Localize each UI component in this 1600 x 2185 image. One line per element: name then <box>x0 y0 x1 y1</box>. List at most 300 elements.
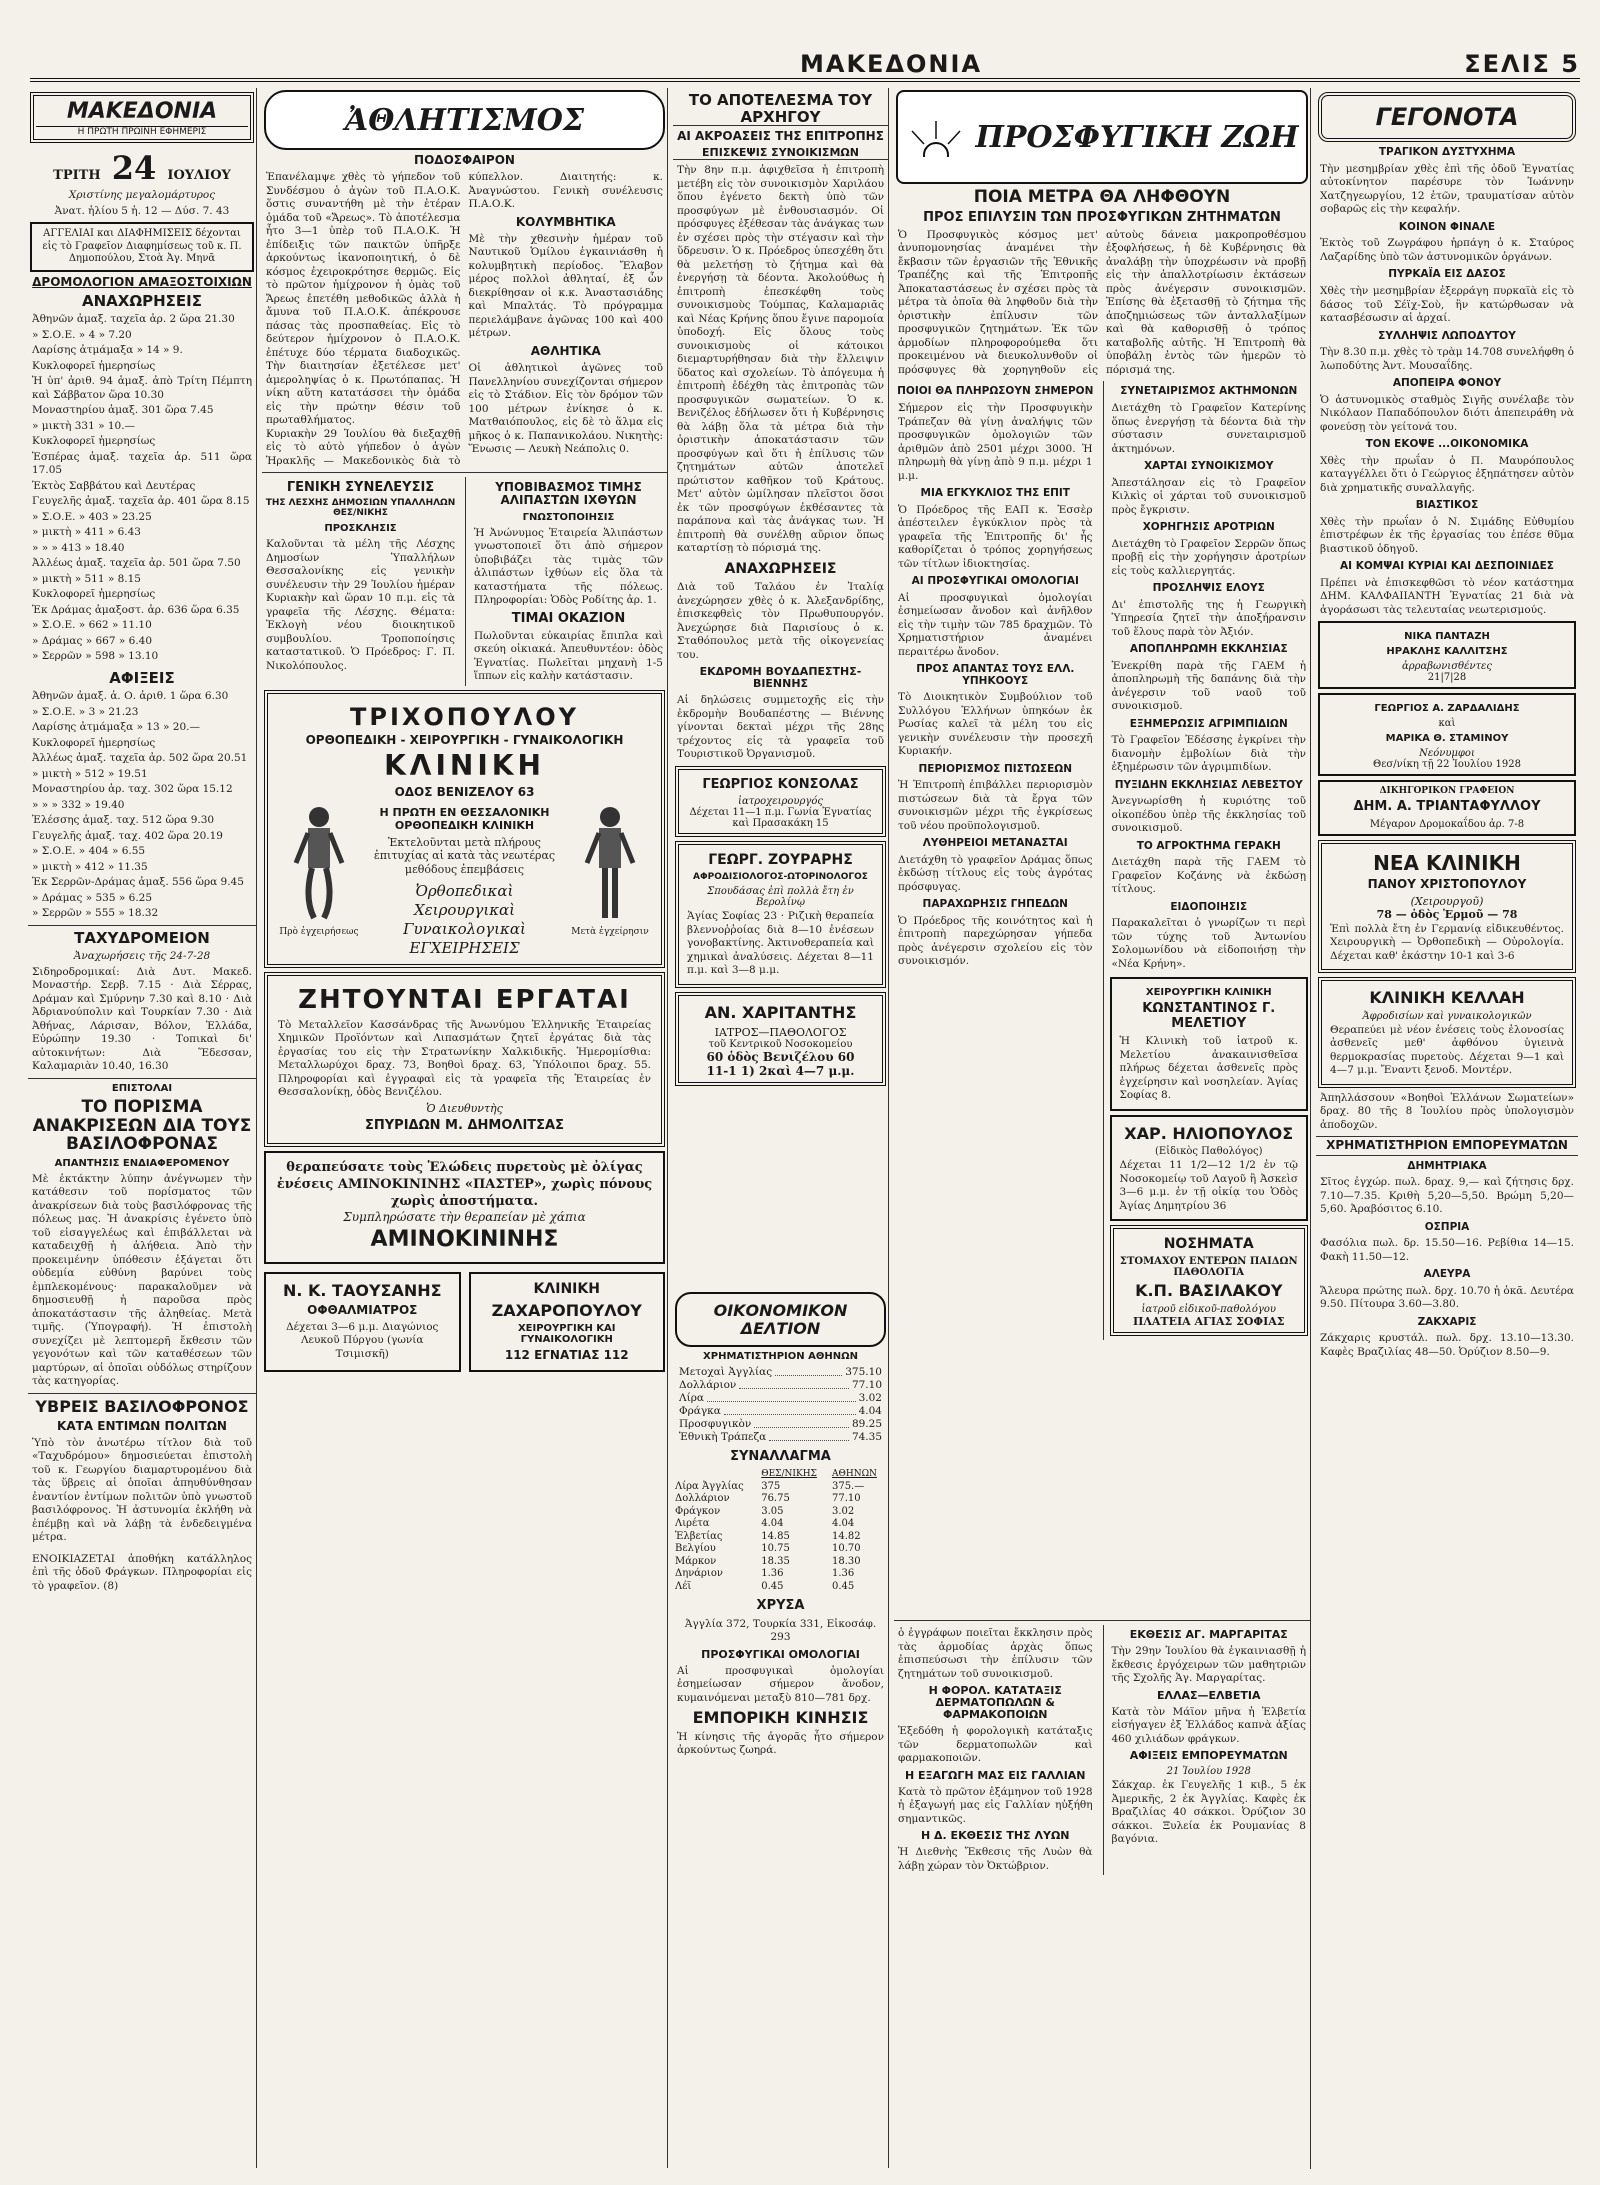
stock-heading: ΧΡΗΜΑΤΙΣΤΗΡΙΟΝ ΑΘΗΝΩΝ <box>703 1351 858 1363</box>
stock-value: 4.04 <box>858 1405 882 1418</box>
stock-row <box>679 1431 882 1444</box>
letter-heading: ΤΟ ΠΟΡΙΣΜΑ ΑΝΑΚΡΙΣΕΩΝ ΔΙΑ ΤΟΥΣ ΒΑΣΙΛΟΦΡΟΝΑΣ <box>32 1096 252 1155</box>
rent-notice: ΕΝΟΙΚΙΑΖΕΤΑΙ ἀποθήκη κατάλληλος ἐπὶ τῆς ὁδοῦ Φράγκων. Πληροφορίαι εἰς τὸ γραφεῖον. (8) <box>32 1552 252 1592</box>
column-2 <box>262 88 668 2168</box>
fx-currency: Βελγίου <box>675 1543 716 1555</box>
event-heading: ΒΙΑΣΤΙΚΟΣ <box>1415 499 1479 512</box>
nameplate-title: ΜΑΚΕΔΟΝΙΑ <box>66 99 218 124</box>
fish-body: Ἡ Ἀνώνυμος Ἑταιρεία Ἁλιπάστων γνωστοποιεῖ ὅτι ἀπὸ σήμερον ὑποβιβάζει τὰς τιμὰς τῶν ἁλιπάστων ἰχθύων εἰς ὅλα τὰ καταστήματα τῆς πόλεως. Πληροφορίαι: Ὁδὸς Ροδίτης ἀρ. 1. <box>474 526 663 607</box>
clinic-name: ΤΡΙΧΟΠΟΥΛΟΥ <box>349 702 580 731</box>
departure-line: Γευγελῆς ἀμαξ. ταχεῖα ἀρ. 401 ὥρα 8.15 <box>32 495 250 508</box>
departure-line: Ἡ ὑπ' ἀριθ. 94 ἁμαξ. ἀπὸ Τρίτη Πέμπτη καὶ Σάββατον ὥρα 10.30 <box>32 375 252 401</box>
nameplate-sub: Η ΠΡΩΤΗ ΠΡΩΪΝΗ ΕΦΗΜΕΡΙΣ <box>36 126 248 137</box>
gold-body: Ἀγγλία 372, Τουρκία 331, Εἰκοσάφ. 293 <box>684 1617 877 1644</box>
market-item-body: Σῖτος ἐγχώρ. πωλ. δραχ. 9,— καὶ ζήτησις δρχ. 7.10—7.35. Κριθὴ 5,20—5,50. Βρώμη 5,20—5,60. Ἀραβόσιτος 6.10. <box>1320 1176 1574 1216</box>
new-clinic-address: 78 — ὁδὸς Ἑρμοῦ — 78 <box>1376 907 1518 921</box>
zourarhs-name: ΓΕΩΡΓ. ΖΟΥΡΑΡΗΣ <box>708 852 853 869</box>
event-heading: ΚΟΙΝΟΝ ΦΙΝΑΛΕ <box>1398 220 1496 233</box>
refugee-brief-heading: ΠΟΙΟΙ ΘΑ ΠΛΗΡΩΣΟΥΝ ΣΗΜΕΡΟΝ <box>897 385 1094 398</box>
iliopoulos-spec: (Εἰδικὸς Παθολόγος) <box>1155 1146 1263 1158</box>
fx-row <box>673 1581 888 1594</box>
arrival-line: Ἑλέσσης ἀμαξ. ταχ. 512 ὥρα 9.30 <box>32 814 215 827</box>
football-article <box>266 171 663 468</box>
excursion-body: Αἱ δηλώσεις συμμετοχῆς εἰς τὴν ἐκδρομὴν Βουδαπέστης — Βιέννης γίνονται δεκταὶ μέχρι τῆς 28ης τρέχοντος εἰς τὰ γραφεῖα τοῦ Τουριστικοῦ Ὀργανισμοῦ. <box>677 694 884 761</box>
kellah-spec: Ἀφροδισίων καὶ γυναικολογικῶν <box>1362 1010 1532 1022</box>
leader-body: Τὴν 8ην π.μ. ἀφιχθεῖσα ἡ ἐπιτροπὴ μετέβη εἰς τὸν συνοικισμὸν Χαριλάου ὅπου ἐγένετο δεκτὴ ὑπὸ τῶν προσφύγων μὲ ἐνθουσιασμόν. Οἱ πρόσφυγες ἐξέθεσαν τὰς ἀνάγκας των ἐν σχέσει πρὸς τὴν στέγασιν καὶ τὴν ὕδρευσιν. Ὁ κ. Πρόεδρος ὑπεσχέθη ὅτι θὰ μελετήσῃ τὸ ζήτημα καὶ θὰ ἐνεργήσῃ τὰ δέοντα. Ἀκολούθως ἡ ἐπιτροπὴ ἐπεσκέφθη τοὺς συνοικισμοὺς Τούμπας, Καλαμαριᾶς καὶ Νέας Κρήνης ὅπου ἔγινε παρομοία ὑποδοχή. Εἰς ὅλους τοὺς συνοικισμοὺς οἱ κάτοικοι διεμαρτυρήθησαν διὰ τὴν ἔλλειψιν ὕδατος καὶ σχολείων. Τὸ ἀπόγευμα ἡ ἐπιτροπὴ ἐδέχθη τὰς ἐπιτροπὰς τῶν προσφυγικῶν σωματείων. Ὁ κ. Βενιζέλος ἐδήλωσεν ὅτι ἡ Κυβέρνησις θὰ λάβῃ ὅλα τὰ μέτρα διὰ τὴν ὁριστικὴν ἀποκατάστασιν τῶν προσφύγων καὶ ὅτι ἡ ἐπίλυσις τῶν ζητημάτων αὐτῶν ἀποτελεῖ πρώτιστον καθῆκον τοῦ Κράτους. Μετ' αὐτὸν ὡμίλησαν πλεῖστοι ὅσοι ἐκ τῶν προσφύγων ἐκθέσαντες τὰ παράπονα καὶ τὰς ἀνάγκας των. Ἡ ἐπιτροπὴ θὰ συνέλθῃ αὔριον ὅπως καταρτίσῃ τὸ πόρισμά της. <box>677 164 884 555</box>
column-5 <box>1316 88 1578 2168</box>
konsolas-hours: Δέχεται 11—1 π.μ. Γωνία Ἐγνατίας καὶ Πρασακάκη 15 <box>689 807 872 830</box>
clinic-ad <box>264 690 665 968</box>
workers-heading: ΖΗΤΟΥΝΤΑΙ ΕΡΓΑΤΑΙ <box>298 985 631 1016</box>
refugee-brief-body: Ἐνεκρίθη παρὰ τῆς ΓΑΕΜ ἡ ἀποπληρωμὴ τῆς δαπάνης διὰ τὴν ἀνέγερσιν τοῦ ναοῦ τοῦ συνοικισμοῦ. <box>1111 659 1306 713</box>
fx-row <box>673 1518 888 1531</box>
workers-ad <box>264 972 665 1147</box>
clinic-word: ΚΛΙΝΙΚΗ <box>384 749 545 783</box>
refugee-brief-body: Διετάχθη τὸ γραφεῖον Δράμας ὅπως ἐκδώσῃ τίτλους εἰς τοὺς ἀγρότας πρόσφυγας. <box>898 853 1093 893</box>
market-item-body: Ἄλευρα πρώτης πωλ. δρχ. 10.70 ἡ ὀκᾶ. Δευτέρα 9.50. Πίτουρα 3.60—3.80. <box>1320 1284 1574 1311</box>
fx-thess-value: 1.36 <box>761 1568 784 1580</box>
expo-heading: ΕΚΘΕΣΙΣ ΑΓ. ΜΑΡΓΑΡΙΤΑΣ <box>1129 1628 1288 1641</box>
fx-thess-value: 76.75 <box>761 1493 790 1505</box>
refugee-brief-heading: ΑΙ ΠΡΟΣΦΥΓΙΚΑΙ ΟΜΟΛΟΓΙΑΙ <box>911 575 1079 588</box>
charitantis-spec: ΙΑΤΡΟΣ—ΠΑΘΟΛΟΓΟΣ <box>714 1025 847 1039</box>
refugee-brief-heading: ΣΥΝΕΤΑΙΡΙΣΜΟΣ ΑΚΤΗΜΟΝΩΝ <box>1120 385 1298 398</box>
arrival-line: » Σερρῶν » 555 » 18.32 <box>32 907 159 920</box>
stock-row <box>679 1366 882 1379</box>
market-heading: ΧΡΗΜΑΤΙΣΤΗΡΙΟΝ ΕΜΠΟΡΕΥΜΑΤΩΝ <box>1316 1136 1578 1155</box>
hellas-heading: ΕΛΛΑΣ—ΕΛΒΕΤΙΑ <box>1156 1688 1261 1702</box>
refugee-main-heading: ΠΟΙΑ ΜΕΤΡΑ ΘΑ ΛΗΦΘΟΥΝ <box>973 187 1231 207</box>
column-4-lower <box>894 1620 1311 2169</box>
zourarhs-body: Ἁγίας Σοφίας 23 · Ριζικὴ θεραπεία βλεννοῤῥοίας διὰ 8—10 ἐνέσεων γονοβακτίνης. Ἀκτινοθεραπεία καὶ χημικαὶ ἀναλύσεις. Δέχεται 8—11 π.μ. καὶ 3—8 μ.μ. <box>687 910 874 977</box>
fx-table <box>673 1468 888 1593</box>
departures-heading: ΑΝΑΧΩΡΗΣΕΙΣ <box>82 291 202 310</box>
goods-arrivals-body: Σάκχαρ. ἐκ Γευγελῆς 1 κιβ., 5 ἐκ Ἀμερικῆς, 2 ἐκ Ἀγγλίας. Καφὲς ἐκ Βραζιλίας 40 σάκκοι. Ὀρύζιον 30 σάκκοι. Ξυλεία ἐκ Ρουμανίας 8 βαγόνια. <box>1111 1779 1306 1846</box>
departure-line: » Δράμας » 667 » 6.40 <box>32 634 153 647</box>
stock-name: Φράγκα <box>679 1405 721 1418</box>
event-body: Τὴν μεσημβρίαν χθὲς ἐπὶ τῆς ὁδοῦ Ἐγνατίας αὐτοκίνητον παρέσυρε τὸν Ἰωάννην Χατζηγεωργίου, 12 ἐτῶν, τραυματίσαν αὐτὸν σοβαρῶς εἰς τὴν κεφαλήν. <box>1320 162 1574 216</box>
wedding-name-1: ΓΕΩΡΓΙΟΣ Α. ΖΑΡΔΑΛΙΔΗΣ <box>1374 703 1520 715</box>
stock-name: Μετοχαὶ Ἀγγλίας <box>679 1366 773 1379</box>
fx-currency: Ἑλβετίας <box>675 1530 723 1542</box>
child-after-icon <box>575 803 645 923</box>
departure-line: Ἀλλέως ἀμαξ. ταχεῖα ἀρ. 501 ὥρα 7.50 <box>32 557 241 570</box>
stock-name: Δολλάριον <box>679 1379 737 1392</box>
economic-heading: ΟΙΚΟΝΟΜΙΚΟΝ ΔΕΛΤΙΟΝ <box>713 1301 848 1338</box>
rail-heading: ΔΡΟΜΟΛΟΓΙΟΝ ΑΜΑΞΟΣΤΟΙΧΙΩΝ <box>32 274 252 289</box>
export-heading: Η ΕΞΑΓΩΓΗ ΜΑΣ ΕΙΣ ΓΑΛΛΙΑΝ <box>904 1768 1086 1782</box>
departure-line: » μικτὴ » 411 » 6.43 <box>32 526 141 539</box>
fx-heading: ΣΥΝΑΛΛΑΓΜΑ <box>730 1449 831 1465</box>
stock-name: Λίρα <box>679 1392 704 1405</box>
iliopoulos-name: ΧΑΡ. ΗΛΙΟΠΟΥΛΟΣ <box>1124 1123 1294 1143</box>
lower-note: ὁ ἐγγράφων ποιεῖται ἔκκλησιν πρὸς τὰς ἁρμοδίας ἀρχὰς ὅπως ἐπισπεύσωσι τὴν ἐπίλυσιν τῶν ζητημάτων τοῦ συνοικισμοῦ. <box>898 1627 1093 1680</box>
meletiou-heading: ΧΕΙΡΟΥΡΓΙΚΗ ΚΛΙΝΙΚΗ <box>1145 987 1272 999</box>
event-body: Χθὲς τὴν πρωΐαν ὁ Ν. Σιμάδης Εὐθυμίου ἐπιστρέφων ἐκ τῆς ἐργασίας του ἐπέσε θῦμα βιαστικοῦ ὁδηγοῦ. <box>1320 515 1574 555</box>
fx-row <box>673 1531 888 1544</box>
lyon-heading: Η Δ. ΕΚΘΕΣΙΣ ΤΗΣ ΛΥΩΝ <box>921 1829 1070 1843</box>
leader-subheading-2: ΕΠΙΣΚΕΨΙΣ ΣΥΝΟΙΚΙΣΜΩΝ <box>673 147 888 160</box>
before-caption: Πρὸ ἐγχειρήσεως <box>279 927 359 938</box>
vasilakou-sub: ΣΤΟΜΑΧΟΥ ΕΝΤΕΡΩΝ ΠΑΙΔΩΝ ΠΑΘΟΛΟΓΙΑ <box>1119 1256 1298 1279</box>
fx-row <box>673 1568 888 1581</box>
refugee-brief-heading: ΠΡΟΣ ΑΠΑΝΤΑΣ ΤΟΥΣ ΕΛΛ. ΥΠΗΚΟΟΥΣ <box>916 663 1075 687</box>
departures-news-heading: ΑΝΑΧΩΡΗΣΕΙΣ <box>724 560 837 577</box>
refugee-brief-body: Δι' ἐπιστολῆς της ἡ Γεωργικὴ Ὑπηρεσία ζητεῖ τὴν ἀποξήρανσιν τοῦ ἕλους παρὰ τὸν Ἀξιόν. <box>1111 598 1306 638</box>
arrival-line: » » » 332 » 19.40 <box>32 798 125 811</box>
clinic-address: ΟΔΟΣ ΒΕΝΙΖΕΛΟΥ 63 <box>394 785 535 800</box>
letters-label: ΕΠΙΣΤΟΛΑΙ <box>111 1082 173 1094</box>
fx-currency: Λιρέτα <box>675 1518 710 1530</box>
fx-row <box>673 1493 888 1506</box>
refugee-main-body: Ὁ Προσφυγικὸς κόσμος μετ' ἀνυπομονησίας ἀναμένει τὴν ἔκβασιν τῶν ἐργασιῶν τῆς Ἐθνικῆς Τραπέζης καὶ τῆς Ἐπιτροπῆς Ἀποκαταστάσεως ἐν σχέσει πρὸς τὰ μέτρα τὰ ὁποῖα θὰ ληφθοῦν διὰ τὴν ὁριστικὴν ἐπίλυσιν τῶν προσφυγικῶν ζητημάτων. Ἐκ τῶν ἁρμοδίων πληροφορούμεθα ὅτι προκειμένου νὰ διευκολυνθοῦν οἱ πρόσφυγες θὰ χορηγηθοῦν εἰς αὐτοὺς δάνεια μακροπροθέσμου ἐξοφλήσεως, ἡ δὲ Κυβέρνησις θὰ ἀναλάβῃ τὴν ὑποχρέωσιν νὰ προβῇ εἰς τὴν ἀπαλλοτρίωσιν ἐκτάσεων πρὸς ἀνέγερσιν συνοικισμῶν. Ἐπίσης θὰ ἐξετασθῇ τὸ ζήτημα τῆς ἀποζημιώσεως τῶν ἀνταλλαξίμων καὶ θὰ καθορισθῇ ὁ τρόπος καταβολῆς αὐτῆς. Ἡ Ἐπιτροπὴ θὰ ὑποβάλῃ ἐντὸς τῶν ἡμερῶν τὸ πόρισμά της. <box>898 228 1306 376</box>
refugee-brief-body: Παρακαλεῖται ὁ γνωρίζων τι περὶ τῶν τύχης τοῦ Ἀντωνίου Σολομωνίδου νὰ εἰδοποιήσῃ τὴν «Νέα Κρήνη». <box>1111 917 1306 970</box>
refugee-brief-body: Ὁ Πρόεδρος τῆς ΕΑΠ κ. Ἐσσὲρ ἀπέστειλεν ἐγκύκλιον πρὸς τὰ γραφεῖα τῆς Ἐπιτροπῆς δι' ἧς καθορίζεται ὁ τρόπος χορηγήσεως τῶν τίτλων ἰδιοκτησίας. <box>898 503 1093 570</box>
event-heading: ΑΙ ΚΟΜΨΑΙ ΚΥΡΙΑΙ ΚΑΙ ΔΕΣΠΟΙΝΙΔΕΣ <box>1340 560 1554 573</box>
charitantis-address: 60 ὁδὸς Βενιζέλου 60 <box>706 1049 855 1064</box>
charitantis-sub: τοῦ Κεντρικοῦ Νοσοκομείου <box>708 1038 853 1050</box>
arrival-line: » μικτὴ » 512 » 19.51 <box>32 767 148 780</box>
fx-thess-value: 18.35 <box>761 1555 790 1567</box>
taousanis-spec: ΟΦΘΑΛΜΙΑΤΡΟΣ <box>307 1302 418 1317</box>
refugee-main-article <box>898 229 1306 378</box>
month: ΙΟΥΛΙΟΥ <box>167 168 231 184</box>
kellah-clinic-ad <box>1318 977 1576 1088</box>
letter-subheading: ΑΠΑΝΤΗΣΙΣ ΕΝΔΙΑΦΕΡΟΜΕΝΟΥ <box>54 1157 230 1169</box>
fx-athens-value: 77.10 <box>831 1493 861 1505</box>
market-list <box>1316 1161 1578 1360</box>
sun-times: Ἀνατ. ἡλίου 5 ἡ. 12 — Δύσ. 7. 43 <box>54 204 230 217</box>
taousanis-name: Ν. Κ. ΤΑΟΥΣΑΝΗΣ <box>282 1281 442 1301</box>
departure-line: Κυκλοφορεῖ ἡμερησίως <box>32 435 156 448</box>
refugee-brief-body: Ἡ Ἐπιτροπὴ ἐπιβάλλει περιορισμὸν πιστώσεων διὰ τὰ ἔργα τῶν συνοικισμῶν μέχρι τῆς ἐγκρίσεως τοῦ νέου προϋπολογισμοῦ. <box>898 779 1093 832</box>
refugee-main-subheading: ΠΡΟΣ ΕΠΙΛΥΣΙΝ ΤΩΝ ΠΡΟΣΦΥΓΙΚΩΝ ΖΗΤΗΜΑΤΩΝ <box>923 209 1281 225</box>
fx-row <box>673 1506 888 1519</box>
fx-thess-value: 10.75 <box>761 1543 790 1555</box>
insult-subheading: ΚΑΤΑ ΕΝΤΙΜΩΝ ΠΟΛΙΤΩΝ <box>57 1418 227 1433</box>
charitantis-ad <box>675 992 886 1086</box>
events-banner <box>1318 92 1576 142</box>
engagement-sub: ἀρραβωνισθέντες <box>1402 661 1492 673</box>
departures-news-body: Διὰ τοῦ Ταλάου ἐν Ἰταλίᾳ ἀνεχώρησεν χθὲς ὁ κ. Ἀλεξανδρίδης, ἐπισκεφθεὶς τὸν Πρωθυπουργόν. Ἀνεχώρησε διὰ Παρισίους ὁ κ. Σταθόπουλος μετὰ τῆς οἰκογενείας του. <box>677 581 884 661</box>
insult-body: Ὑπὸ τὸν ἀνωτέρω τίτλον διὰ τοῦ «Ταχυδρόμου» δημοσιεύεται ἐπιστολὴ τοῦ κ. Γεωργίου διαμαρτυρομένου διὰ τὰς ὕβρεις αἱ ὁποῖαι ἀπηυθύνθησαν ἐναντίον ἐντίμων πολιτῶν ὑπὸ γνωστοῦ βασιλόφρονος. Ἡ ἀστυνομία ἐκλήθη νὰ ἐπέμβῃ καὶ νὰ λάβῃ τὰ ἐνδεδειγμένα μέτρα. <box>32 1436 252 1544</box>
nameplate <box>30 92 254 143</box>
refugee-brief-body: Ὁ Πρόεδρος τῆς κοινότητος καὶ ἡ ἐπιτροπὴ παρεχώρησαν γήπεδα πρὸς ἀνέγερσιν σχολείου εἰς τὸν συνοικισμόν. <box>898 914 1093 968</box>
stock-value: 74.35 <box>851 1431 882 1444</box>
refugee-briefs-left <box>894 381 1097 1340</box>
assembly-subheading: ΤΗΣ ΛΕΣΧΗΣ ΔΗΜΟΣΙΩΝ ΥΠΑΛΛΗΛΩΝ ΘΕΣ/ΝΙΚΗΣ <box>265 498 456 519</box>
gold-heading: ΧΡΥΣΑ <box>756 1598 805 1614</box>
refugee-briefs-right <box>1103 381 1311 1340</box>
lyon-body: Ἡ Διεθνὴς Ἔκθεσις τῆς Λυὼν θὰ λάβῃ χώραν τὸν Ὀκτώβριον. <box>898 1846 1093 1872</box>
clinic-surgeries: Ὀρθοπεδικαὶ Χειρουργικαὶ Γυναικολογικαὶ ΕΓΧΕΙΡΗΣΕΙΣ <box>403 882 526 958</box>
event-body: Χθὲς τὴν μεσημβρίαν ἐξερράγη πυρκαϊὰ εἰς τὸ δάσος τοῦ Σέϊχ-Σοὺ, ἣν κατώρθωσαν νὰ κατασβέσωσιν αἱ ἀρχαί. <box>1320 285 1574 325</box>
insult-heading: ΥΒΡΕΙΣ ΒΑΣΙΛΟΦΡΟΝΟΣ <box>35 1396 249 1416</box>
departure-line: Ἐκ Δράμας ἀμαξοστ. ἀρ. 636 ὥρα 6.35 <box>32 603 240 616</box>
post-subheading: Ἀναχωρήσεις τῆς 24-7-28 <box>73 950 211 963</box>
meletiou-body: Ἡ Κλινικὴ τοῦ ἰατροῦ κ. Μελετίου ἀνακαινισθεῖσα πλήρως δέχεται ἀσθενεῖς πρὸς ἐγχείρησιν καὶ νοσηλείαν. Ἁγίας Σοφίας 8. <box>1119 1035 1298 1101</box>
refugee-briefs <box>894 381 1310 1340</box>
fx-athens-value: 0.45 <box>831 1580 855 1592</box>
kellah-heading: ΚΛΙΝΙΚΗ ΚΕΛΛΑΗ <box>1369 988 1525 1008</box>
athletics-heading: ΑΘΛΗΤΙΚΑ <box>530 343 601 358</box>
market-item-body: Φασόλια πωλ. δρ. 15.50—16. Ρεβίθια 14—15. Φακὴ 11.50—12. <box>1320 1237 1574 1263</box>
fx-currency: Φράγκον <box>675 1505 721 1517</box>
assembly-label: ΠΡΟΣΚΛΗΣΙΣ <box>324 523 397 535</box>
stock-row <box>679 1379 882 1392</box>
refugee-brief-body: Διετάχθη τὸ Γραφεῖον Κατερίνης ὅπως ἐνεργήσῃ τὰ δέοντα διὰ τὴν σύστασιν συνεταιρισμοῦ ἀκτημόνων. <box>1111 402 1306 455</box>
bottom-note: Ἀπηλλάσσουν «Βοηθοὶ Ἐλλάνων Σωματείων» δραχ. 80 τῆς 8 Ἰουλίου πρὸς ὑπολογισμὸν ἀποδοχῶν. <box>1320 1091 1574 1131</box>
refugee-brief-heading: ΕΞΗΜΕΡΩΣΙΣ ΑΓΡΙΜΠΙΔΙΩΝ <box>1129 717 1288 730</box>
price-heading: ΤΙΜΑΙ ΟΚΑΖΙΟΝ <box>511 610 626 626</box>
zourarhs-sub: Σπουδάσας ἐπὶ πολλὰ ἔτη ἐν Βερολίνῳ <box>707 886 854 909</box>
departure-line: Ἀθηνῶν ἀμαξ. ταχεῖα ἀρ. 2 ὥρα 21.30 <box>32 313 235 326</box>
economic-banner <box>675 1292 886 1347</box>
konsolas-ad <box>675 766 886 837</box>
taousanis-ad <box>264 1272 461 1372</box>
zourarhs-ad <box>675 841 886 988</box>
export-body: Κατὰ τὸ πρῶτον ἑξάμηνον τοῦ 1928 ἡ ἐξαγωγή μας εἰς Γαλλίαν ηὐξήθη σημαντικῶς. <box>898 1785 1093 1825</box>
fx-thess-value: 4.04 <box>761 1518 784 1530</box>
refugee-brief-heading: ΠΑΡΑΧΩΡΗΣΙΣ ΓΗΠΕΔΩΝ <box>922 898 1068 911</box>
arrival-line: Ἀθηνῶν ἀμαξ. ἀ. Ο. ἀριθ. 1 ὥρα 6.30 <box>32 690 229 703</box>
clinic-first: Η ΠΡΩΤΗ ΕΝ ΘΕΣΣΑΛΟΝΙΚΗ ΟΡΘΟΠΕΔΙΚΗ ΚΛΙΝΙΚΗ <box>379 806 550 832</box>
fx-athens-value: 10.70 <box>831 1543 861 1555</box>
child-before-icon <box>284 803 354 923</box>
fx-currency: Μάρκον <box>675 1555 717 1567</box>
market-item-heading: ΟΣΠΡΙΑ <box>1424 1220 1470 1233</box>
leader-dots <box>775 1366 842 1376</box>
football-body-2: Κυριακὴν 29 Ἰουλίου θὰ διεξαχθῇ εἰς τὸ αὐτὸ γήπεδον ὁ ἀγὼν Ἡρακλῆς — Μακεδονικὸς διὰ τὸ κύπελλον. Διαιτητής: κ. Ἀναγνώστου. Γενικὴ συνέλευσις Π.Α.Ο.Κ. <box>266 171 663 467</box>
saint-day: Χριστίνης μεγαλομάρτυρος <box>68 189 216 202</box>
refugee-brief-heading: ΠΥΞΙΔΗΝ ΕΚΚΛΗΣΙΑΣ ΛΕΒΕΣΤΟΥ <box>1114 778 1303 791</box>
fx-row <box>673 1481 888 1494</box>
fx-athens-value: 18.30 <box>831 1555 861 1567</box>
wedding-notice <box>1318 693 1576 776</box>
event-body: Ὁ ἀστυνομικὸς σταθμὸς Σιγῆς συνέλαβε τὸν Νικόλαον Παπαδόπουλον διότι ἀπεπειράθη νὰ φονεύσῃ τὸν γείτονά του. <box>1320 393 1574 433</box>
vasilakou-address: ΠΛΑΤΕΙΑ ΑΓΙΑΣ ΣΟΦΙΑΣ <box>1132 1315 1285 1329</box>
new-clinic-name: ΠΑΝΟΥ ΧΡΙΣΤΟΠΟΥΛΟΥ <box>1367 876 1527 891</box>
refugee-brief-body: Διετάχθη παρὰ τῆς ΓΑΕΜ τὸ Γραφεῖον Κοζάνης νὰ ἐκδώσῃ τίτλους. <box>1111 856 1306 896</box>
zacharopoulou-ad <box>469 1272 666 1372</box>
refugee-banner-text: ΠΡΟΣΦΥΓΙΚΗ ΖΩΗ <box>975 119 1299 155</box>
fx-col-thess: ΘΕΣ/ΝΙΚΗΣ <box>761 1469 817 1480</box>
refugee-brief-heading: ΠΕΡΙΟΡΙΣΜΟΣ ΠΙΣΤΩΣΕΩΝ <box>918 762 1072 775</box>
new-clinic-ad <box>1318 840 1576 974</box>
kellah-body: Θεραπεύει μὲ νέον ἐνέσεις τοὺς ἐλονοσίας ἀσθενεῖς μεθ' ἀφθόνου ὑγιεινὰ θερμοκρασίας πυρετοὺς. Δέχεται 9—1 καὶ 4—7 μ.μ. Ἔναντι ξενοδ. Μοντέρν. <box>1330 1023 1564 1077</box>
stock-value: 77.10 <box>851 1379 882 1392</box>
new-clinic-spec: (Χειρουργοῦ) <box>1410 894 1484 908</box>
event-body: Χθὲς τὴν πρωΐαν ὁ Π. Μαυρόπουλος καταγγέλλει ὅτι ὁ Γεώργιος ἐξηπάτησεν αὐτὸν διὰ χρηματικῆς συναλλαγῆς. <box>1320 454 1574 494</box>
departure-line: Ἐκτὸς Σαββάτου καὶ Δευτέρας <box>32 479 196 492</box>
wedding-name-2: ΜΑΡΙΚΑ Θ. ΣΤΑΜΙΝΟΥ <box>1385 733 1509 745</box>
law-office-heading: ΔΙΚΗΓΟΡΙΚΟΝ ΓΡΑΦΕΙΟΝ <box>1379 786 1515 797</box>
page-number: ΣΕΛΙΣ 5 <box>1464 50 1580 78</box>
vasilakou-spec: ἰατροῦ εἰδικοῦ-παθολόγου <box>1141 1304 1276 1316</box>
refugee-brief-body: Τὸ Γραφεῖον Ἐδέσσης ἐγκρίνει τὴν διανομὴν ἐμβολίων διὰ τὴν ἐξημέρωσιν τῶν ἀγριμπιδίων. <box>1111 734 1306 774</box>
market-item-heading: ΔΗΜΗΤΡΙΑΚΑ <box>1407 1159 1487 1172</box>
stock-name: Προσφυγικὸν <box>679 1418 752 1431</box>
fx-athens-value: 1.36 <box>831 1568 855 1580</box>
departures-list <box>28 313 256 664</box>
fx-currency: Δηνάριον <box>675 1568 723 1580</box>
leader-heading: ΤΟ ΑΠΟΤΕΛΕΣΜΑ ΤΟΥ ΑΡΧΗΓΟΥ <box>673 92 888 126</box>
stock-row <box>679 1405 882 1418</box>
stock-row <box>679 1392 882 1405</box>
charitantis-name: ΑΝ. ΧΑΡΙΤΑΝΤΗΣ <box>704 1002 857 1022</box>
event-heading: ΤΟΝ ΕΚΟΨΕ ...ΟΙΚΟΝΟΜΙΚΑ <box>1365 438 1529 451</box>
refugee-brief-body: Ἀνεγνωρίσθη ἡ κυριότης τοῦ οἰκοπέδου ὑπὲρ τῆς ἐκκλησίας τοῦ συνοικισμοῦ. <box>1111 795 1306 835</box>
new-clinic-body: Ἐπὶ πολλὰ ἔτη ἐν Γερμανίᾳ εἰδικευθέντος. Χειρουργικὴ — Ὀρθοπεδικὴ — Οὐρολογία. Δέχεται καθ' ἑκάστην 10-1 καὶ 3-6 <box>1330 922 1564 962</box>
tax-heading: Η ΦΟΡΟΛ. ΚΑΤΑΤΑΞΙΣ ΔΕΡΜΑΤΟΠΩΛΩΝ & ΦΑΡΜΑΚΟΠΟΙΩΝ <box>928 1684 1062 1722</box>
arrival-line: » μικτὴ » 412 » 11.35 <box>32 860 148 873</box>
departure-line: » Σ.Ο.Ε. » 403 » 23.25 <box>32 510 152 523</box>
excursion-heading: ΕΚΔΡΟΜΗ ΒΟΥΔΑΠΕΣΤΗΣ-ΒΙΕΝΝΗΣ <box>699 665 862 691</box>
law-office-ad <box>1318 780 1576 835</box>
departure-line: Μοναστηρίου ἀμαξ. 301 ὥρα 7.45 <box>32 404 214 417</box>
arrival-line: Ἀλλέως ἀμαξ. ταχεῖα ἀρ. 502 ὥρα 20.51 <box>32 752 248 765</box>
departure-line: Κυκλοφορεῖ ἡμερησίως <box>32 588 156 601</box>
workers-sign-name: ΣΠΥΡΙΔΩΝ Μ. ΔΗΜΟΛΙΤΣΑΣ <box>365 1117 564 1133</box>
event-heading: ΠΥΡΚΑΪΑ ΕΙΣ ΔΑΣΟΣ <box>1388 268 1506 281</box>
engagement-notice <box>1318 621 1576 689</box>
zacharopoulou-name: ΖΑΧΑΡΟΠΟΥΛΟΥ <box>491 1300 642 1320</box>
leader-dots <box>754 1418 849 1428</box>
refugee-brief-body: Αἱ προσφυγικαὶ ὁμολογίαι ἐσημείωσαν ἄνοδον καὶ ἀνῆλθον εἰς τὴν τιμὴν τῶν 785 δραχμῶν. Τὸ Χρηματιστήριον ἀναμένει περαιτέρω ἄνοδον. <box>898 591 1093 658</box>
assembly-notice <box>262 477 459 686</box>
fx-currency: Δολλάριον <box>675 1493 730 1505</box>
refugee-brief-heading: ΧΟΡΗΓΗΣΙΣ ΑΡΟΤΡΙΩΝ <box>1142 521 1275 534</box>
tax-body: Ἐξεδόθη ἡ φορολογικὴ κατάταξις τῶν δερματοπωλῶν καὶ φαρμακοποιῶν. <box>898 1725 1093 1765</box>
event-heading: ΤΡΑΓΙΚΟΝ ΔΥΣΤΥΧΗΜΑ <box>1378 146 1516 159</box>
expo-body: Τὴν 29ην Ἰουλίου θὰ ἐγκαινιασθῇ ἡ ἔκθεσις ἐργόχειρων τῶν μαθητριῶν τῆς Σχολῆς Ἁγ. Μαργαρίτας. <box>1111 1645 1306 1685</box>
departure-line: » μικτὴ 331 » 10.— <box>32 419 136 432</box>
meletiou-ad <box>1110 977 1309 1110</box>
wedding-date: Θεσ/νίκη τῇ 22 Ἰουλίου 1928 <box>1373 759 1521 771</box>
swim-heading: ΚΟΛΥΜΒΗΤΙΚΑ <box>515 214 616 229</box>
zourarhs-spec: ΑΦΡΟΔΙΣΙΟΛΟΓΟΣ-ΩΤΟΡΙΝΟΛΟΓΟΣ <box>693 871 868 882</box>
charitantis-hours: 11-1 1) 2καὶ 4—7 μ.μ. <box>706 1063 855 1078</box>
market-item-body: Ζάκχαρις κρυστάλ. πωλ. δρχ. 13.10—13.30. Καφὲς Βραζιλίας 48—50. Ὀρύζιον 8.50—9. <box>1320 1332 1574 1358</box>
wedding-sub: Νεόνυμφοι <box>1419 748 1475 760</box>
arrivals-list <box>28 690 256 921</box>
stock-row <box>679 1418 882 1431</box>
column-1 <box>28 88 257 2168</box>
assembly-body: Καλοῦνται τὰ μέλη τῆς Λέσχης Δημοσίων Ὑπαλλήλων Θεσσαλονίκης εἰς γενικὴν συνέλευσιν τὴν 29 Ἰουλίου ἡμέραν Κυριακὴν καὶ ὥραν 10 π.μ. εἰς τὰ γραφεῖα τῆς Λέσχης. Θέματα: Ἐκλογὴ νέου διοικητικοῦ συμβουλίου. Τροποποίησις καταστατικοῦ. Ὁ Πρόεδρος: Γ. Π. Νικολόπουλος. <box>266 538 455 672</box>
notices-row <box>262 477 667 686</box>
zacharopoulou-word: ΚΛΙΝΙΚΗ <box>533 1281 600 1298</box>
fx-row <box>673 1543 888 1556</box>
workers-body: Τὸ Μεταλλεῖον Κασσάνδρας τῆς Ἀνωνύμου Ἑλληνικῆς Ἑταιρείας Χημικῶν Προϊόντων καὶ Λιπασμάτων ζητεῖ ἐργάτας διὰ τὰς ἐργασίας του εἰς τὴν Στρατωνίκην Χαλκιδικῆς. Ἡμερομίσθια: Μεταλλωρύχοι δραχ. 73, Βοηθοὶ δραχ. 63, Ὑπόλοιποι δραχ. 55. Πληροφορίαι καὶ ἐγγραφαὶ εἰς τὰ γραφεῖα τῆς Ἑταιρείας ἐν Θεσσαλονίκῃ, ὁδὸς Βενιζέλου. <box>278 1018 651 1099</box>
event-heading: ΣΥΛΛΗΨΙΣ ΛΩΠΟΔΥΤΟΥ <box>1378 329 1516 342</box>
leader-subheading: ΑΙ ΑΚΡΟΑΣΕΙΣ ΤΗΣ ΕΠΙΤΡΟΠΗΣ <box>677 129 884 143</box>
arrival-line: » Δράμας » 535 » 6.25 <box>32 891 153 904</box>
fish-heading: ΥΠΟΒΙΒΑΣΜΟΣ ΤΙΜΗΣ ΑΛΙΠΑΣΤΩΝ ΙΧΘΥΩΝ <box>495 480 642 508</box>
football-heading: ΠΟΔΟΣΦΑΙΡΟΝ <box>414 153 515 167</box>
post-heading: ΤΑΧΥΔΡΟΜΕΙΟΝ <box>74 928 210 947</box>
clinic-type: ΟΡΘΟΠΕΔΙΚΗ - ΧΕΙΡΟΥΡΓΙΚΗ - ΓΥΝΑΙΚΟΛΟΓΙΚΗ <box>305 733 624 748</box>
doctor-ads-row <box>262 1268 667 1376</box>
sports-banner <box>264 90 665 150</box>
fx-col-athens: ΑΘΗΝΩΝ <box>831 1469 877 1480</box>
bond-body: Αἱ προσφυγικαὶ ὁμολογίαι ἐσημείωσαν σήμερον ἄνοδον, κυμαινόμεναι μεταξὺ 810—781 δρχ. <box>677 1664 884 1704</box>
amino-ad <box>264 1151 665 1264</box>
after-caption: Μετὰ ἐγχείρησιν <box>571 927 649 938</box>
market-item-heading: ΑΛΕΥΡΑ <box>1423 1268 1471 1281</box>
iliopoulos-body: Δέχεται 11 1/2—12 1/2 ἐν τῷ Νοσοκομείῳ τοῦ Λαγοῦ ἢ Ἀσκεὶσ 3—6 μ.μ. ἐν τῇ οἰκίᾳ του Ὁδὸς Ἀγίας Δημητρίου 36 <box>1119 1159 1298 1212</box>
refugee-brief-body: Σήμερον εἰς τὴν Προσφυγικὴν Τράπεζαν θὰ γίνῃ ἀναλήψις τῶν προσφυγικῶν ὁμολογιῶν τῶν ἀριθμῶν ἀπὸ 2501 μέχρι 3000. Ἡ πληρωμὴ θὰ γίνῃ ἀπὸ 9 π.μ. μέχρι 1 μ.μ. <box>898 402 1093 482</box>
bond-heading: ΠΡΟΣΦΥΓΙΚΑΙ ΟΜΟΛΟΓΙΑΙ <box>701 1647 860 1661</box>
departure-line: » μικτὴ » 511 » 8.15 <box>32 572 141 585</box>
fx-athens-value: 3.02 <box>831 1505 855 1517</box>
sports-banner-text: ἈΘΛΗΤΙΣΜΟΣ <box>344 102 585 138</box>
fx-thess-value: 3.05 <box>761 1505 784 1517</box>
fish-label: ΓΝΩΣΤΟΠΟΙΗΣΙΣ <box>522 511 615 523</box>
ads-notice: ΑΓΓΕΛΙΑΙ και ΔΙΑΦΗΜΙΣΕΙΣ δέχονται εἰς τὸ Γραφεῖον Διαφημίσεως τοῦ κ. Π. Δημοπούλου, Στοὰ Ἀγ. Μηνᾶ <box>30 222 254 272</box>
trade-heading: ΕΜΠΟΡΙΚΗ ΚΙΝΗΣΙΣ <box>692 1708 869 1728</box>
stock-name: Ἑθνικὴ Τράπεζα <box>679 1431 767 1444</box>
leader-dots <box>707 1392 856 1402</box>
fx-thess-value: 0.45 <box>761 1580 784 1592</box>
refugee-brief-heading: ΠΡΟΣΛΗΨΙΣ ΕΛΟΥΣ <box>1152 582 1265 595</box>
new-clinic-heading: ΝΕΑ ΚΛΙΝΙΚΗ <box>1373 850 1521 875</box>
date-block <box>28 149 256 187</box>
fx-currency: Λέϊ <box>675 1580 692 1592</box>
amino-brand: ΑΜΙΝΟΚΙΝΙΝΗΣ <box>370 1227 559 1252</box>
departure-line: » Σερρῶν » 598 » 13.10 <box>32 650 159 663</box>
meletiou-name: ΚΩΝΣΤΑΝΤΙΝΟΣ Γ. ΜΕΛΕΤΙΟΥ <box>1142 1001 1276 1031</box>
iliopoulos-ad <box>1110 1115 1309 1222</box>
stock-value: 375.10 <box>845 1366 882 1379</box>
event-body: Ἐκτὸς τοῦ Ζωγράφου ἠρπάγη ὁ κ. Σταύρος Λαζαρίδης ὑπὸ τῶν ἀστυνομικῶν ὀργάνων. <box>1320 237 1574 263</box>
arrival-line: Γευγελῆς ἀμαξ. ταχ. 402 ὥρα 20.19 <box>32 829 223 842</box>
arrival-line: Κυκλοφορεῖ ἡμερησίως <box>32 736 156 749</box>
arrival-line: Μοναστηρίου ἀρ. ταχ. 302 ὥρα 15.12 <box>32 783 233 796</box>
departure-line: » » » 413 » 18.40 <box>32 541 125 554</box>
swim-body: Μὲ τὴν χθεσινὴν ἡμέραν τοῦ Ναυτικοῦ Ὁμίλου ἐγκαινιάσθη ἡ κολυμβητικὴ περίοδος. Ἔλαβον μέρος πολλοὶ ἀθληταί, ἐξ ὧν διεκρίθησαν οἱ κ.κ. Ἀναστασιάδης καὶ Μπαλτάς. Τὸ πρόγραμμα περιελάμβανε ἀγῶνας 100 καὶ 400 μέτρων. <box>468 232 663 340</box>
price-body: Πωλοῦνται εὐκαιρίας ἔπιπλα καὶ σκεύη οἰκιακά. Ἀπευθυντέον: ὁδὸς Ἐγνατίας. Πωλεῖται μηχανὴ 1-5 ἵππων εἰς καλὴν κατάστασιν. <box>474 629 663 683</box>
departure-line: » Σ.Ο.Ε. » 662 » 11.10 <box>32 619 152 632</box>
departure-line: Ἑσπέρας ἀμαξ. ταχεῖα ἀρ. 511 ὥρα 17.05 <box>32 450 252 477</box>
economic-bulletin <box>673 1288 888 2168</box>
date-number: 24 <box>111 149 157 188</box>
arrival-line: Λαρίσης ἀτμάμαξα » 13 » 20.— <box>32 721 200 734</box>
market-item-heading: ΖΑΚΧΑΡΙΣ <box>1417 1315 1477 1328</box>
leader-dots <box>724 1405 856 1415</box>
taousanis-hours: Δέχεται 3—6 μ.μ. Διαγώνιος Λευκοῦ Πύργου (γωνία Τσιμισκῆ) <box>286 1320 439 1360</box>
workers-sign-title: Ὁ Διευθυντὴς <box>426 1101 503 1115</box>
refugee-brief-body: Διετάχθη τὸ Γραφεῖον Σερρῶν ὅπως προβῇ εἰς τὴν χορήγησιν ἀροτρίων εἰς τοὺς καλλιεργητάς. <box>1111 537 1306 577</box>
refugee-brief-heading: ΜΙΑ ΕΓΚΥΚΛΙΟΣ ΤΗΣ ΕΠΙΤ <box>920 487 1070 500</box>
arrival-line: » Σ.Ο.Ε. » 404 » 6.55 <box>32 845 146 858</box>
arrival-line: » Σ.Ο.Ε. » 3 » 21.23 <box>32 705 139 718</box>
engagement-name-2: ΗΡΑΚΛΗΣ ΚΑΛΛΙΤΣΗΣ <box>1386 646 1508 658</box>
wedding-and: καὶ <box>1438 718 1456 730</box>
paper-name: ΜΑΚΕΔΟΝΙΑ <box>800 50 983 78</box>
refugee-brief-heading: ΕΙΔΟΠΟΙΗΣΙΣ <box>1170 900 1248 913</box>
konsolas-name: ΓΕΩΡΓΙΟΣ ΚΟΝΣΟΛΑΣ <box>702 776 859 792</box>
fx-athens-value: 4.04 <box>831 1518 855 1530</box>
vasilakou-name: Κ.Π. ΒΑΣΙΛΑΚΟΥ <box>1135 1281 1283 1301</box>
stock-value: 89.25 <box>851 1418 882 1431</box>
zacharopoulou-address: 112 ΕΓΝΑΤΙΑΣ 112 <box>504 1348 629 1363</box>
arrival-line: Ἐκ Σερρῶν-Δράμας ἀμαξ. 556 ὥρα 9.45 <box>32 876 244 889</box>
football-body: Ἐπανέλαμψε χθὲς τὸ γήπεδον τοῦ Συνδέσμου ὁ ἀγὼν τοῦ Π.Α.Ο.Κ. ὅστις συναντήθη μὲ τὴν ἑτέραν ὁμάδα τοῦ «Ἄρεως». Τὸ ἀποτέλεσμα ἦτο 3—1 ὑπὲρ τοῦ Π.Α.Ο.Κ. Ἡ ἐπίδειξις τῶν παικτῶν ὑπῆρξε ἀρκούντως ἱκανοποιητική, ὁ δὲ κόσμος ἐχειροκρότησε θερμῶς. Εἰς τὸ πρῶτον ἡμίχρονον ἡ ὁμὰς τοῦ Ἄρεως ἐπετέθη μεθοδικῶς ἀλλὰ ἡ ἄμυνα τοῦ Π.Α.Ο.Κ. ἀπέκρουσε πάσας τὰς προσπαθείας. Εἰς τὸ δεύτερον ἡμίχρονον ὁ Π.Α.Ο.Κ. ἐπέτυχε δύο τέρματα διαδοχικῶς. Τὴν διαιτησίαν ἐξετέλεσε μετ' ἀμεροληψίας ὁ κ. Πρωτόπαπας. Ἡ νίκη αὕτη κατατάσσει τὴν ὁμάδα εἰς τὴν πρώτην θέσιν τοῦ πρωταθλήματος. <box>266 171 461 427</box>
event-body: Τὴν 8.30 π.μ. χθὲς τὸ τρὰμ 14.708 συνελήφθη ὁ λωποδύτης Ἀντ. Μουσαΐδης. <box>1320 346 1574 372</box>
masthead <box>30 48 1580 82</box>
hellas-body: Κατὰ τὸν Μάϊον μῆνα ἡ Ἑλβετία εἰσήγαγεν ἐξ Ἑλλάδος καπνὰ ἀξίας 460 χιλιάδων φράγκων. <box>1111 1705 1306 1745</box>
fish-notice <box>465 477 667 686</box>
